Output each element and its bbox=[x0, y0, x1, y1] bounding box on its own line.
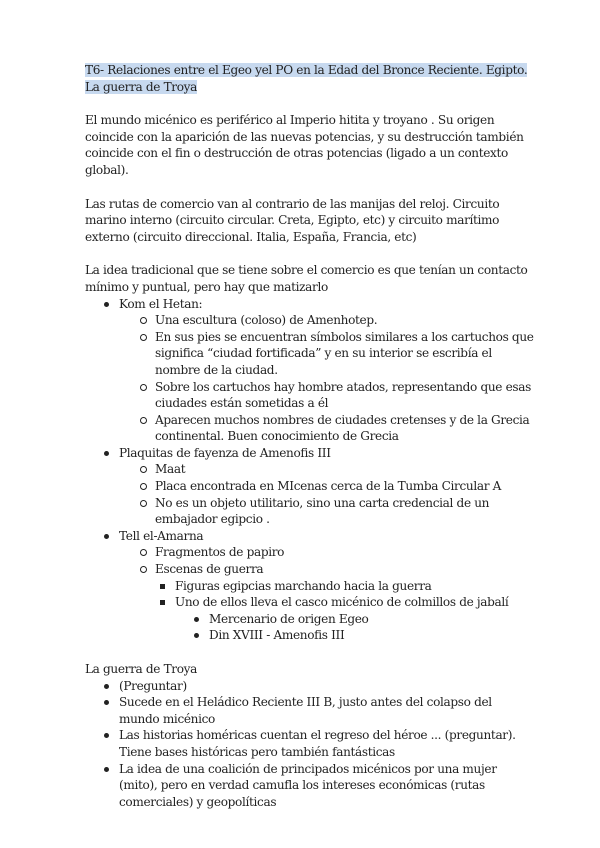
kom-sublist bbox=[119, 312, 535, 445]
bullet-icon bbox=[104, 684, 109, 689]
plaquitas-sublist bbox=[119, 461, 535, 527]
list-item-kom bbox=[85, 296, 535, 445]
hollow-bullet-icon bbox=[140, 384, 147, 391]
troya-list bbox=[85, 678, 535, 811]
list-item: Uno de ellos lleva el casco micénico de colmillos de jabalí Mercenario de origen Egeo Din XVIII - Amenofis III bbox=[155, 594, 535, 644]
hollow-bullet-icon bbox=[140, 483, 147, 490]
list-item: Escenas de guerra Figuras egipcias marchando hacia la guerra Uno de ellos lleva el casco micénico de colmillos de jabalí Mercenario de origen Egeo Din XVIII - Amenofis III bbox=[119, 561, 535, 644]
list-item: Las historias homéricas cuentan el regreso del héroe ... (preguntar). Tiene bases históricas pero también fantásticas bbox=[85, 727, 535, 760]
plaquitas-label: Plaquitas de fayenza de Amenofis III bbox=[119, 445, 331, 460]
bullet-icon bbox=[104, 700, 109, 705]
bullet-icon bbox=[104, 451, 109, 456]
list-item-tell bbox=[85, 528, 535, 644]
bullet-icon bbox=[104, 767, 109, 772]
bullet-icon bbox=[104, 534, 109, 539]
bullet-icon bbox=[104, 733, 109, 738]
trade-evidence-list bbox=[85, 296, 535, 644]
hollow-bullet-icon bbox=[140, 549, 147, 556]
paragraph-1: El mundo micénico es periférico al Imperio hitita y troyano . Su origen coincide con la aparición de las nuevas potencias, y su destrucción también coincide con el fin o destrucción de otras potencias (ligado a un contexto global). bbox=[85, 113, 524, 177]
list-item-plaquitas bbox=[85, 445, 535, 528]
list-item: Maat bbox=[119, 461, 535, 478]
bullet-icon bbox=[104, 302, 109, 307]
bullet-icon bbox=[194, 633, 199, 638]
list-item: Sobre los cartuchos hay hombre atados, representando que esas ciudades están sometidas a él bbox=[119, 379, 535, 412]
list-item: Placa encontrada en MIcenas cerca de la Tumba Circular A bbox=[119, 478, 535, 495]
paragraph-3: La idea tradicional que se tiene sobre el comercio es que tenían un contacto mínimo y puntual, pero hay que matizarlo bbox=[85, 263, 528, 294]
list-item: No es un objeto utilitario, sino una carta credencial de un embajador egipcio . bbox=[119, 495, 535, 528]
doc-title-line bbox=[85, 62, 535, 95]
tell-sublist bbox=[119, 544, 535, 644]
list-item: Fragmentos de papiro bbox=[119, 544, 535, 561]
doc-title: T6- Relaciones entre el Egeo yel PO en la Edad del Bronce Reciente. Egipto. La guerra de Troya bbox=[85, 63, 528, 94]
square-bullet-icon bbox=[160, 584, 165, 589]
helmet-sublist bbox=[175, 611, 535, 644]
list-item: Mercenario de origen Egeo bbox=[175, 611, 535, 628]
list-item: (Preguntar) bbox=[85, 678, 535, 695]
list-item: Din XVIII - Amenofis III bbox=[175, 627, 535, 644]
hollow-bullet-icon bbox=[140, 334, 147, 341]
bullet-icon bbox=[194, 617, 199, 622]
hollow-bullet-icon bbox=[140, 466, 147, 473]
list-item: La idea de una coalición de principados micénicos por una mujer (mito), pero en verdad camufla los intereses económicas (rutas comerciales) y geopolíticas bbox=[85, 761, 535, 811]
tell-label: Tell el-Amarna bbox=[119, 528, 204, 543]
list-item: Aparecen muchos nombres de ciudades cretenses y de la Grecia continental. Buen conocimiento de Grecia bbox=[119, 412, 535, 445]
square-bullet-icon bbox=[160, 600, 165, 605]
list-item: Sucede en el Heládico Reciente III B, justo antes del colapso del mundo micénico bbox=[85, 694, 535, 727]
list-item: Una escultura (coloso) de Amenhotep. bbox=[119, 312, 535, 329]
troya-heading: La guerra de Troya bbox=[85, 662, 198, 676]
paragraph-2: Las rutas de comercio van al contrario de las manijas del reloj. Circuito marino interno (circuito circular. Creta, Egipto, etc) y circuito marítimo externo (circuito direccional. Italia, España, Francia, etc) bbox=[85, 196, 500, 244]
list-item: En sus pies se encuentran símbolos similares a los cartuchos que significa “ciudad fortificada” y en su interior se escribía el nombre de la ciudad. bbox=[119, 329, 535, 379]
hollow-bullet-icon bbox=[140, 500, 147, 507]
hollow-bullet-icon bbox=[140, 417, 147, 424]
document-page bbox=[85, 62, 535, 810]
hollow-bullet-icon bbox=[140, 317, 147, 324]
list-item: Figuras egipcias marchando hacia la guerra bbox=[155, 578, 535, 595]
kom-label: Kom el Hetan: bbox=[119, 296, 203, 311]
war-scenes-sublist bbox=[155, 578, 535, 644]
hollow-bullet-icon bbox=[140, 566, 147, 573]
